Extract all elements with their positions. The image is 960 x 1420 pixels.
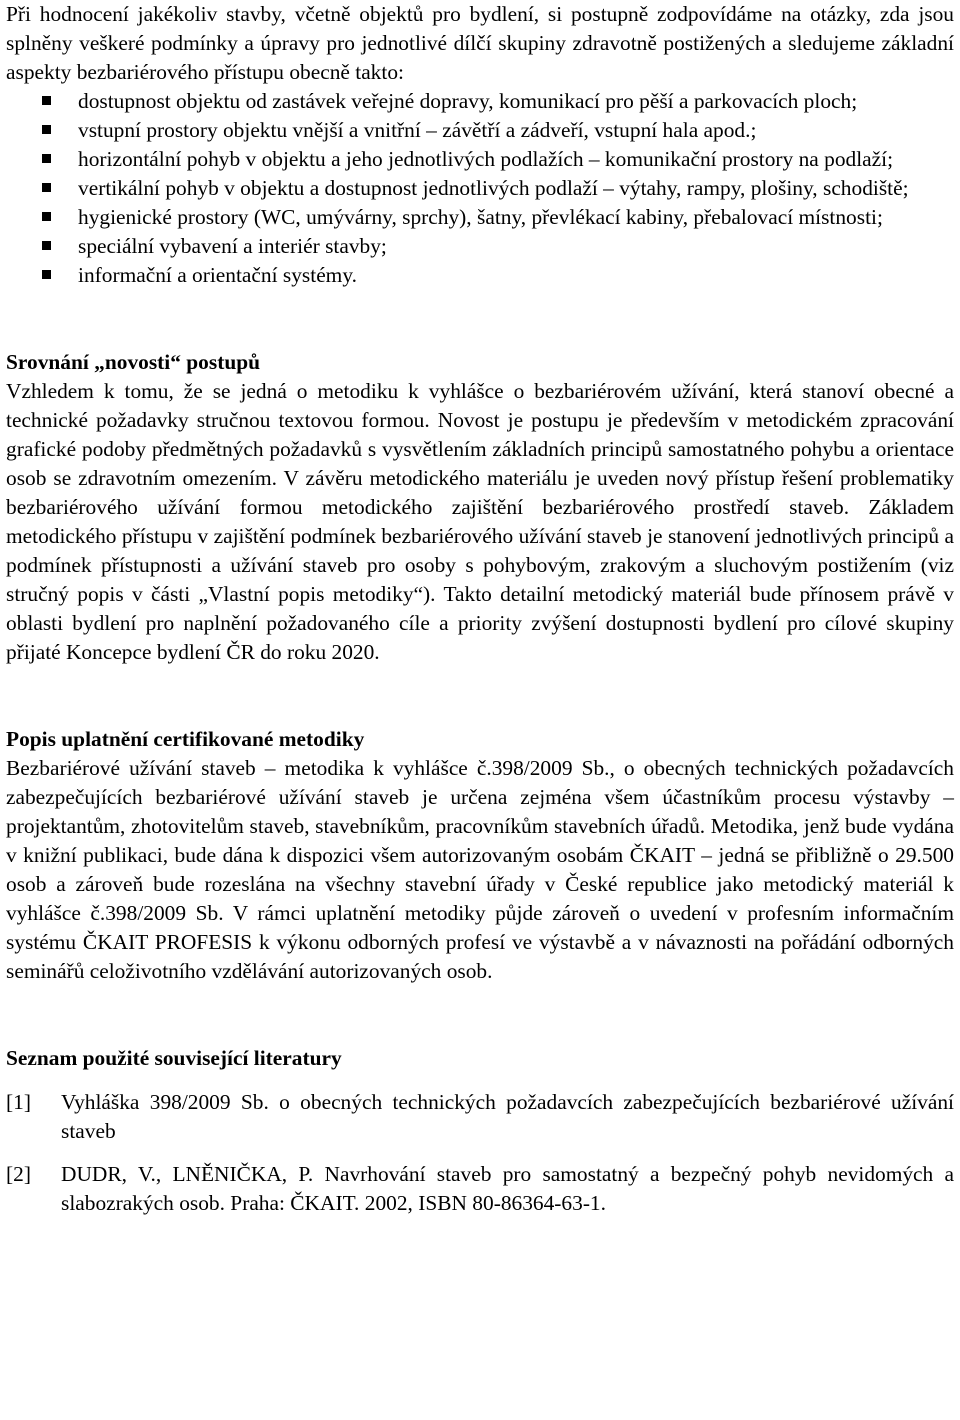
section-heading: Srovnání „novosti“ postupů (6, 350, 261, 374)
list-item (6, 232, 954, 261)
intro-paragraph: Při hodnocení jakékoliv stavby, včetně objektů pro bydlení, si postupně zodpovídáme na otázky, zda jsou splněny veškeré podmínky a úpravy pro jednotlivé dílčí skupiny zdravotně postižených a sledujeme základní aspekty bezbariérového přístupu obecně takto: (6, 2, 954, 84)
list-item-text: hygienické prostory (WC, umývárny, sprchy), šatny, převlékací kabiny, přebalovací místnosti; (78, 205, 883, 229)
list-item-text: informační a orientační systémy. (78, 263, 357, 287)
reference-item (6, 1088, 954, 1146)
reference-list (6, 1088, 954, 1218)
square-bullet-icon (42, 125, 51, 134)
section-heading: Popis uplatnění certifikované metodiky (6, 727, 365, 751)
square-bullet-icon (42, 183, 51, 192)
list-item (6, 261, 954, 290)
list-item (6, 87, 954, 116)
section-heading: Seznam použité související literatury (6, 1046, 342, 1070)
square-bullet-icon (42, 154, 51, 163)
reference-number: [2] (6, 1162, 31, 1186)
section-body: Vzhledem k tomu, že se jedná o metodiku k vyhlášce o bezbariérovém užívání, která stanoví obecné a technické požadavky stručnou textovou formou. Novost je postupu je především v metodickém zpracování grafické podoby předmětných požadavků s vysvětlením základních principů samostatného pohybu a orientace osob se zdravotním omezením. V závěru metodického materiálu je uveden nový přístup řešení problematiky bezbariérového užívání formou metodického zajištění bezbariérového prostředí staveb. Základem metodického přístupu v zajištění podmínek bezbariérového užívání staveb je stanovení jednotlivých principů a podmínek přístupnosti a užívání staveb pro osoby s pohybovým, zrakovým a sluchovým postižením (viz stručný popis v části „Vlastní popis metodiky“). Takto detailní metodický materiál bude přínosem právě v oblasti bydlení pro naplnění požadovaného cíle a priority zvýšení dostupnosti bydlení pro cílové skupiny přijaté Koncepce bydlení ČR do roku 2020. (6, 379, 954, 664)
list-item (6, 203, 954, 232)
section-body: Bezbariérové užívání staveb – metodika k vyhlášce č.398/2009 Sb., o obecných technických požadavcích zabezpečujících bezbariérové užívání staveb je určena zejména všem účastníkům procesu výstavby – projektantům, zhotovitelům staveb, stavebníkům, pracovníkům stavebních úřadů. Metodika, jenž bude vydána v knižní publikaci, bude dána k dispozici všem autorizovaným osobám ČKAIT – jedná se přibližně o 29.500 osob a zároveň bude rozeslána na všechny stavební úřady v České republice jako metodický materiál k vyhlášce č.398/2009 Sb. V rámci uplatnění metodiky půjde zároveň o uvedení v profesním informačním systému ČKAIT PROFESIS k výkonu odborných profesí ve výstavbě a v návaznosti na pořádání odborných seminářů celoživotního vzdělávání autorizovaných osob. (6, 756, 954, 983)
reference-item (6, 1160, 954, 1218)
square-bullet-icon (42, 212, 51, 221)
application-section (6, 725, 954, 986)
reference-text: DUDR, V., LNĚNIČKA, P. Navrhování staveb pro samostatný a bezpečný pohyb nevidomých a slabozrakých osob. Praha: ČKAIT. 2002, ISBN 80-86364-63-1. (61, 1162, 954, 1215)
list-item-text: speciální vybavení a interiér stavby; (78, 234, 387, 258)
square-bullet-icon (42, 241, 51, 250)
aspects-list (6, 87, 954, 290)
list-item (6, 145, 954, 174)
list-item-text: horizontální pohyb v objektu a jeho jednotlivých podlažích – komunikační prostory na podlaží; (78, 147, 894, 171)
literature-section (6, 1044, 954, 1218)
list-item-text: vstupní prostory objektu vnější a vnitřní – závětří a zádveří, vstupní hala apod.; (78, 118, 757, 142)
square-bullet-icon (42, 270, 51, 279)
list-item-text: vertikální pohyb v objektu a dostupnost jednotlivých podlaží – výtahy, rampy, plošiny, schodiště; (78, 176, 909, 200)
reference-text: Vyhláška 398/2009 Sb. o obecných technických požadavcích zabezpečujících bezbariérové užívání staveb (61, 1090, 954, 1143)
list-item-text: dostupnost objektu od zastávek veřejné dopravy, komunikací pro pěší a parkovacích ploch; (78, 89, 858, 113)
novelty-section (6, 348, 954, 667)
list-item (6, 116, 954, 145)
square-bullet-icon (42, 96, 51, 105)
list-item (6, 174, 954, 203)
reference-number: [1] (6, 1090, 31, 1114)
